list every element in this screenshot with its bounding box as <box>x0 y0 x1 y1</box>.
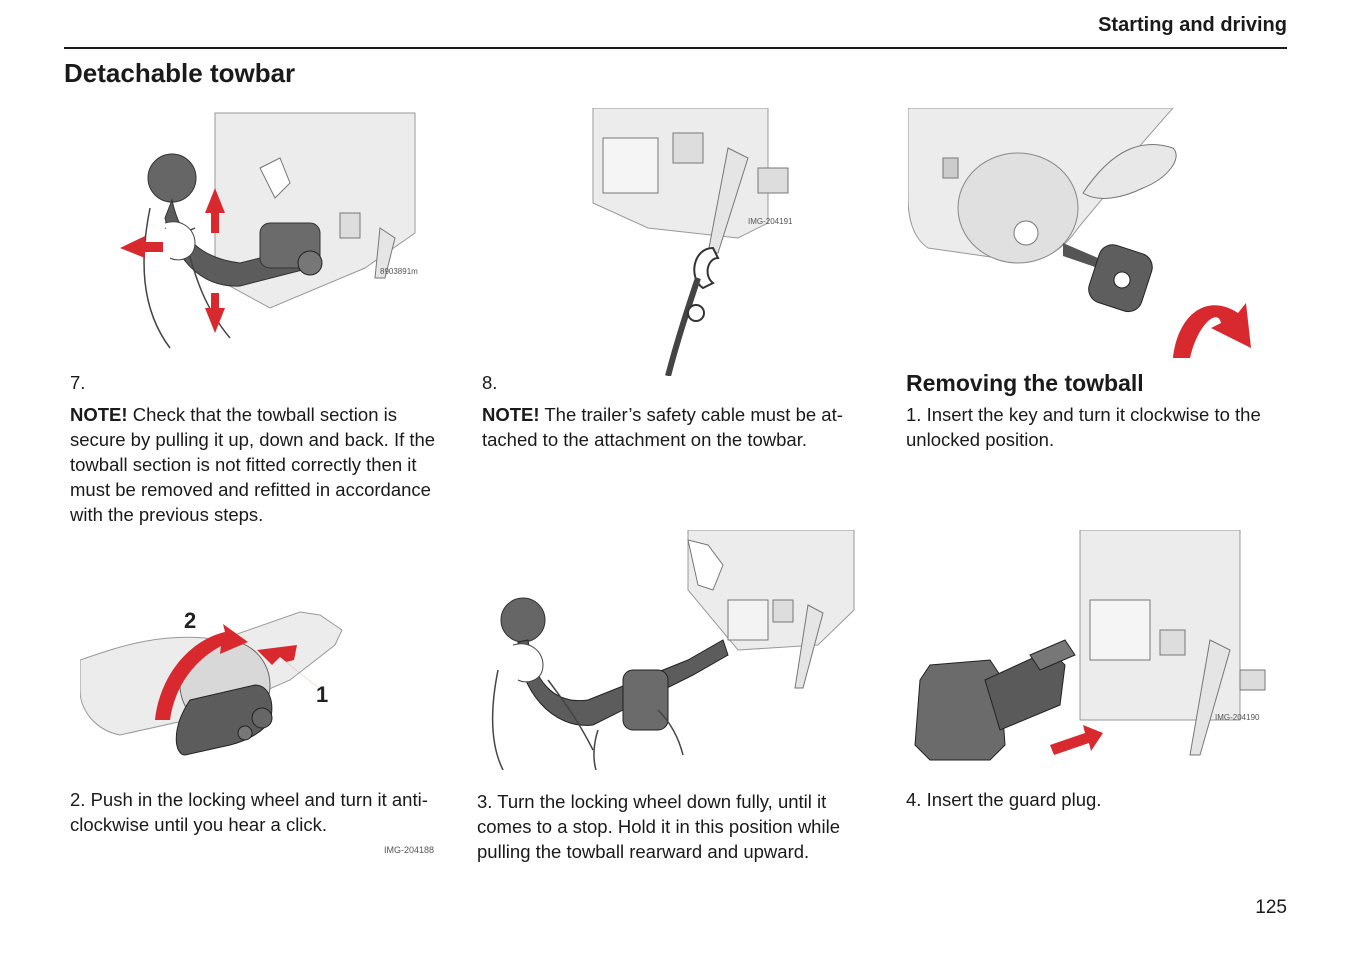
note-text: The trailer’s safety cable must be at-tached to the attachment on the towbar. <box>482 404 843 450</box>
page-title: Detachable towbar <box>64 58 296 88</box>
note-step-7 <box>70 402 440 527</box>
figure-removing-step-2 <box>80 590 450 765</box>
page-number: 125 <box>1255 897 1287 918</box>
removing-step-1-text: 1. Insert the key and turn it clockwise to the unlocked position. <box>906 404 1261 450</box>
header-rule <box>64 47 1287 49</box>
figure-removing-step-3 <box>488 530 856 770</box>
note-step-8 <box>482 402 862 452</box>
image-code: IMG-204191 <box>748 217 793 226</box>
removing-title: Removing the towball <box>906 370 1144 396</box>
removing-step-4-text: 4. Insert the guard plug. <box>906 789 1102 810</box>
step-number: 8. <box>482 372 498 393</box>
section-label: Starting and driving <box>1098 14 1287 36</box>
arrow-clockwise <box>1173 303 1251 358</box>
image-code: IMG-204190 <box>1215 713 1260 722</box>
step-marker-1: 1 <box>316 682 329 707</box>
step-marker-2: 2 <box>184 608 197 633</box>
arrow-back <box>120 236 163 258</box>
image-code: 8903891m <box>380 267 418 276</box>
removing-step-2-text: 2. Push in the locking wheel and turn it anti-clockwise until you hear a click. <box>70 789 428 835</box>
note-text: Check that the towball section is secure by pulling it up, down and back. If the towball section is not fitted correctly then it must be removed and refitted in accordance with the previous steps. <box>70 404 436 525</box>
figure-removing-step-1 <box>908 108 1278 373</box>
image-code: IMG-204188 <box>384 845 435 855</box>
step-number: 7. <box>70 372 86 393</box>
figure-step-7 <box>110 108 420 363</box>
arrow-insert <box>1050 725 1103 755</box>
removing-step-3-text: 3. Turn the locking wheel down fully, until it comes to a stop. Hold it in this position while pulling the towball rearward and upward. <box>477 791 840 862</box>
note-label: NOTE! <box>482 404 540 425</box>
figure-removing-step-4 <box>910 530 1280 770</box>
figure-step-8 <box>588 108 810 376</box>
note-label: NOTE! <box>70 404 128 425</box>
